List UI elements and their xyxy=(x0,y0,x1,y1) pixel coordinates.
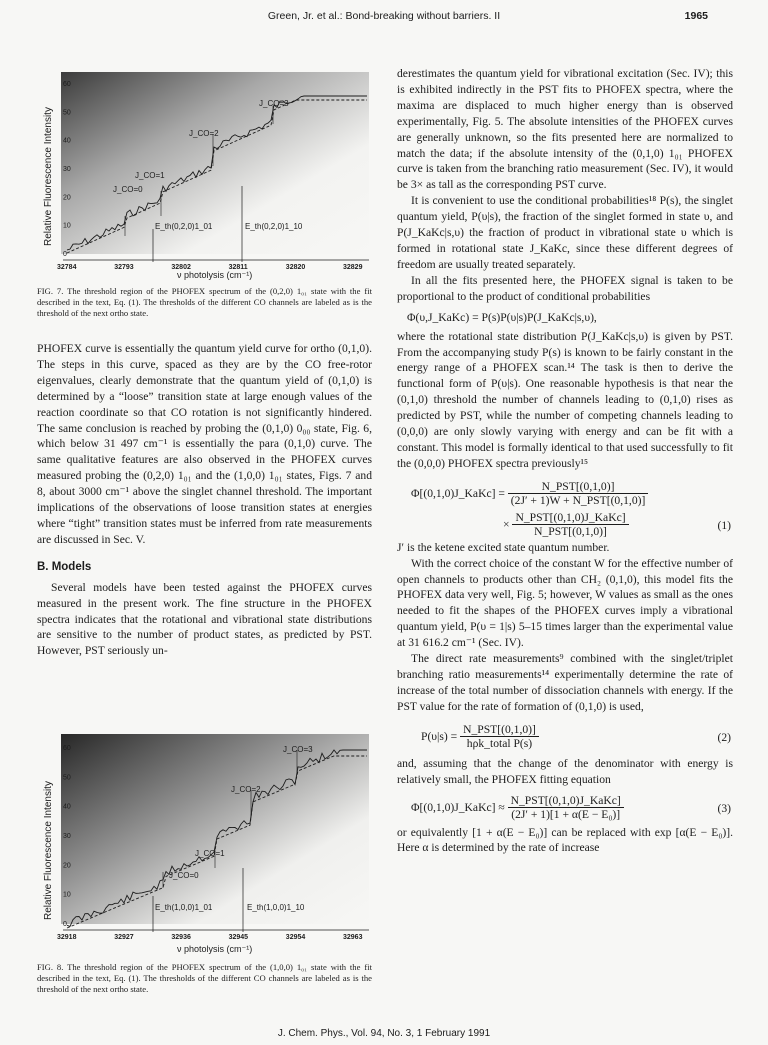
x-tick-label: 32963 xyxy=(343,934,363,941)
y-tick-label: 40 xyxy=(63,803,71,811)
annotation-jco1: J_CO=1 xyxy=(135,171,165,180)
annotation-jco0: J_CO=0 xyxy=(169,871,199,880)
eq2-lhs: P(υ|s) = xyxy=(421,729,458,743)
eq1-fraction-2 xyxy=(512,511,628,538)
y-tick-label: 10 xyxy=(63,222,71,230)
y-tick-label: 0 xyxy=(63,251,67,258)
figure-8-plot xyxy=(37,728,372,956)
x-tick-label: 32784 xyxy=(57,264,77,271)
page-number: 1965 xyxy=(684,10,708,22)
paragraph: In all the fits presented here, the PHOFEX signal is taken to be proportional to the product of conditional probabilities xyxy=(397,273,733,303)
figure-7-plot xyxy=(37,66,372,280)
x-tick-label: 32918 xyxy=(57,934,77,941)
annotation-jco2: J_CO=2 xyxy=(189,129,219,138)
equation-text: Φ(υ,J_KaKc) = P(s)P(υ|s)P(J_KaKc|s,υ), xyxy=(407,310,597,324)
left-column xyxy=(37,341,372,659)
annotation-eth-10: E_th(0,2,0)1_10 xyxy=(245,222,303,231)
eq3-number: (3) xyxy=(717,801,731,815)
eq1-numerator: N_PST[(0,1,0)] xyxy=(508,480,649,494)
eq3-fraction xyxy=(508,794,624,821)
eq1-number: (1) xyxy=(717,518,731,532)
eq1-lhs: Φ[(0,1,0)J_KaKc] = xyxy=(411,486,505,500)
figure-7 xyxy=(37,66,372,319)
x-tick-label: 32936 xyxy=(171,934,191,941)
section-heading: B. Models xyxy=(37,560,92,573)
annotation-jco1: J_CO=1 xyxy=(195,849,225,858)
paragraph: J′ is the ketene excited state quantum number. xyxy=(397,540,610,554)
eq2-numerator: N_PST[(0,1,0)] xyxy=(460,723,539,737)
eq3-lhs: Φ[(0,1,0)J_KaKc] ≈ xyxy=(411,800,505,814)
eq2-fraction xyxy=(460,723,539,750)
paragraph: It is convenient to use the conditional probabilities¹⁸ P(s), the singlet quantum yield, P(υ|s), the fraction of the singlet formed in state υ, and P(J_KaKc|s,υ) the fraction of product in vibrational state υ which is formed in rotational state J_KaKc, since these different degrees of freedom are usually treated separately. xyxy=(397,194,733,271)
eq2-denominator: hρk_total P(s) xyxy=(466,736,533,750)
paragraph: PHOFEX curve is essentially the quantum yield curve for ortho (0,1,0). The steps in this curve, spaced as they are by the CO free-rotor eigenvalues, clearly demonstrate that the quantum yield of (0,1,0) is determined by a “loose” transition state at large enough values of the reaction coordinate so that CO rotation is not significantly hindered. The same conclusion is reached by probing the (0,1,0) 0₀₀ state, Fig. 6, which below 31 497 cm⁻¹ is essentially the para (0,1,0) curve. The same qualitative features are also observed in the PHOFEX curves measured probing the (0,2,0) 1₀₁ and the (1,0,0) 1₀₁ states, Figs. 7 and 8, about 3000 cm⁻¹ above the singlet channel threshold. The important implications of the observations of loose transition states at energies where “tight” transition states must be inferred from rate measurements are discussed in Sec. V. xyxy=(37,342,372,546)
equation-1: Φ[(0,1,0)J_KaKc] = $\frac{\text{N\_PST[(0,1,0)]}}{\text{(2J′ + 1)W + N\_PST[(0,1,0)]}}$ × $\frac{\text{N\_PST[(0,1,0)J\_KaKc]}}{\text{N\_PST[(0,1,0)]}}$ (1) xyxy=(411,479,731,538)
annotation-eth-01: E_th(0,2,0)1_01 xyxy=(155,222,213,231)
annotation-eth-10: E_th(1,0,0)1_10 xyxy=(247,903,305,912)
paragraph: and, assuming that the change of the denominator with energy is relatively small, the PHOFEX fitting equation xyxy=(397,756,733,786)
x-axis-label: ν photolysis (cm⁻¹) xyxy=(177,270,253,280)
y-axis-label: Relative Fluorescence Intensity xyxy=(43,107,54,246)
eq1-numerator-2: N_PST[(0,1,0)J_KaKc] xyxy=(512,511,628,525)
y-tick-label: 20 xyxy=(63,194,71,202)
figure-8 xyxy=(37,728,372,995)
x-tick-label: 32945 xyxy=(228,934,249,941)
x-tick-label: 32829 xyxy=(343,264,363,271)
eq1-denominator-2: N_PST[(0,1,0)] xyxy=(534,524,607,538)
x-tick-label: 32927 xyxy=(114,934,134,941)
paragraph: derestimates the quantum yield for vibrational excitation (Sec. IV); this is exhibited indirectly in the PST fits to PHOFEX spectra, where the maxima are displaced to much higher energy than is observed experimentally, Fig. 5. The absolute intensities of the PHOFEX curves are generally unknown, so the fits presented here are normalized to match the data; if the absolute intensity of the (0,1,0) 1₀₁ PHOFEX curve is taken from the branching ratio measurement (Sec. IV), it would be 3× as tall as the corresponding PST curve. xyxy=(397,67,733,192)
running-title: Green, Jr. et al.: Bond-breaking without barriers. II xyxy=(267,10,501,22)
equation-phi xyxy=(397,305,733,329)
annotation-jco3: J_CO=3 xyxy=(283,745,313,754)
x-tick-label: 32820 xyxy=(285,264,306,271)
x-tick-label: 32811 xyxy=(228,264,248,271)
paragraph: where the rotational state distribution P(J_KaKc|s,υ) is given by PST. From the accompanying study P(s) is known to be fairly constant in the energy range of a PHOFEX scan.¹⁴ The task is then to derive the functional form of P(υ|s). One reasonable hypothesis is that near the (0,1,0) threshold the number of channels leading to (0,1,0) rises as predicted by PST, while the number of competing channels leading to (0,0,0) are only slowly varying with energy and can be fit with a constant. This model is formally identical to that used successfully to fit the (0,0,0) PHOFEX spectra previously¹⁵ xyxy=(397,329,733,470)
x-tick-label: 32802 xyxy=(171,264,191,271)
annotation-jco2: J_CO=2 xyxy=(231,785,261,794)
y-tick-label: 30 xyxy=(63,166,71,173)
eq3-denominator: (2J′ + 1)[1 + α(E − E₀)] xyxy=(511,807,621,821)
figure-7-caption: FIG. 7. The threshold region of the PHOFEX spectrum of the (0,2,0) 1₀₁ state with the fit described in the text, Eq. (1). The thresholds of the different CO channels are labeled as is the threshold of the next ortho state. xyxy=(37,286,372,318)
y-tick-label: 30 xyxy=(63,833,71,840)
paragraph: The direct rate measurements⁹ combined with the singlet/triplet branching ratio measurements¹⁴ experimentally determine the rate of increase of the total number of dissociation channels with energy. If the PST value for the rate of formation of (0,1,0) is used, xyxy=(397,652,733,713)
y-tick-label: 0 xyxy=(63,921,67,928)
paragraph: With the correct choice of the constant W for the effective number of open channels to products other than CH₂ (0,1,0), this model fits the PHOFEX data very well, Fig. 5; however, W values as small as the ones needed to fit the shapes of the PHOFEX curves imply a vibrational quantum yield, P(υ = 1|s) 5–15 times larger than the experimental value at 31 616.2 cm⁻¹ (Sec. IV). xyxy=(397,556,733,650)
right-column xyxy=(397,66,733,856)
eq2-number: (2) xyxy=(717,730,731,744)
annotation-jco3: J_CO=3 xyxy=(259,99,289,108)
equation-3 xyxy=(411,794,733,821)
x-tick-label: 32954 xyxy=(285,934,306,941)
y-tick-label: 60 xyxy=(63,81,71,88)
y-axis-label: Relative Fluorescence Intensity xyxy=(43,781,54,920)
y-tick-label: 50 xyxy=(63,109,71,117)
annotation-eth-01: E_th(1,0,0)1_01 xyxy=(155,903,213,912)
y-tick-label: 10 xyxy=(63,891,71,899)
y-tick-label: 40 xyxy=(63,137,71,145)
journal-footer: J. Chem. Phys., Vol. 94, No. 3, 1 February 1991 xyxy=(277,1028,491,1039)
equation-2 xyxy=(421,723,733,750)
paragraph: or equivalently [1 + α(E − E₀)] can be replaced with exp [α(E − E₀)]. Here α is determined by the rate of increase xyxy=(397,825,733,855)
x-tick-label: 32793 xyxy=(114,264,134,271)
eq3-numerator: N_PST[(0,1,0)J_KaKc] xyxy=(508,794,624,808)
figure-8-caption: FIG. 8. The threshold region of the PHOFEX spectrum of the (1,0,0) 1₀₁ state with the fit described in the text, Eq. (1). The thresholds of the different CO channels are labeled as is the threshold of the next ortho state. xyxy=(37,962,372,994)
y-tick-label: 60 xyxy=(63,745,71,752)
y-tick-label: 20 xyxy=(63,862,71,870)
annotation-jco0: J_CO=0 xyxy=(113,185,143,194)
paragraph: Several models have been tested against the PHOFEX curves measured in the present work. The fine structure in the PHOFEX spectra indicates that the rotational and vibrational state distributions are sensitive to the number of product states, as predicted by PST. However, PST seriously un- xyxy=(37,580,372,658)
x-axis-label: ν photolysis (cm⁻¹) xyxy=(177,944,253,954)
eq1-fraction-1 xyxy=(508,480,649,507)
y-tick-label: 50 xyxy=(63,774,71,782)
eq1-denominator: (2J′ + 1)W + N_PST[(0,1,0)] xyxy=(510,493,646,507)
